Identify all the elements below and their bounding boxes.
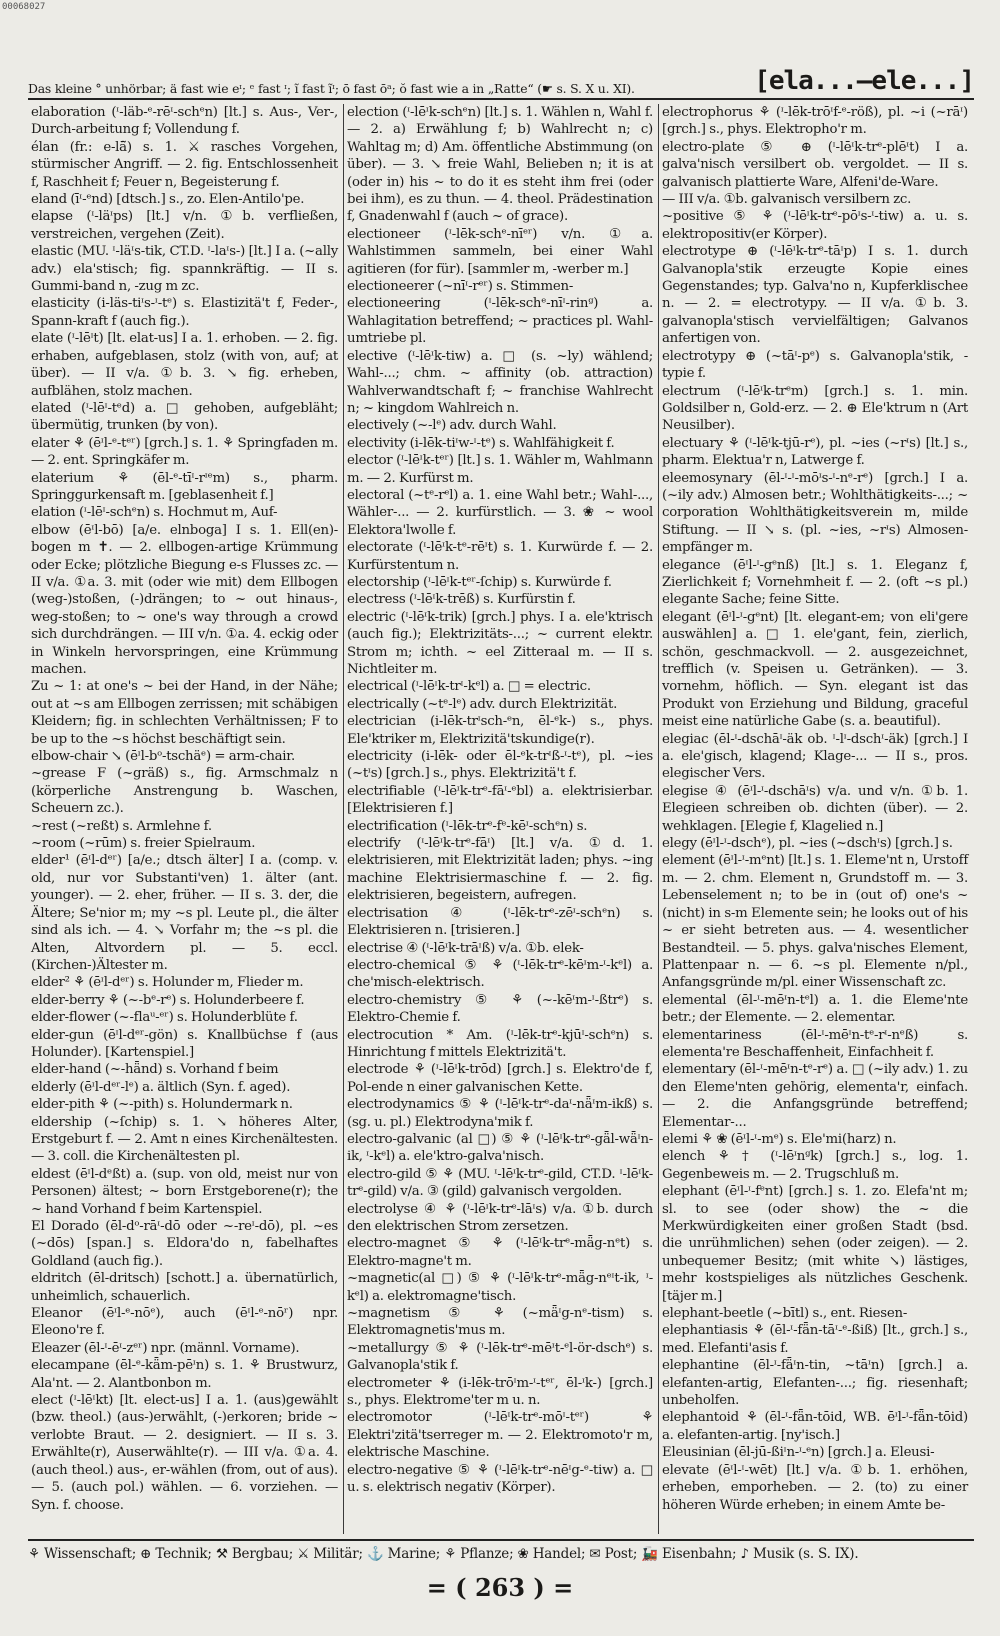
header-rule [28, 98, 974, 100]
dictionary-entry: elder-flower (~-flaᵘ-ᵉʳ) s. Holunderblüte f. [31, 1010, 298, 1026]
dictionary-entry: elasticity (i-läs-tiᶦs-ᶦ-tᵉ) s. Elastizitä't f, Feder-, Spann-kraft f (auch fig.). [31, 296, 338, 329]
dictionary-entry: Eleazer (ēl-ᶦ-ēᶦ-zᵉʳ) npr. (männl. Vorname). [31, 1340, 300, 1356]
dictionary-entry: eldership (~ſchip) s. 1. ↘ höheres Alter, Erstgeburt f. — 2. Amt n eines Kirchenältesten. — 3. coll. die Kirchenältesten pl. [31, 1114, 338, 1165]
running-head: [ela...—ele...] [754, 66, 974, 96]
dictionary-entry: electrometer ⚘ (i-lēk-trōᶦm-ᶦ-tᵉʳ, ēl-ᶦk-) [grch.] s., phys. Elektrome'ter m u. n. [347, 1375, 653, 1409]
dictionary-entry: Eleusinian (ēl-jū-ßiᶦn-ᶦ-ᵉn) [grch.] a. Eleusi- [662, 1445, 935, 1461]
dictionary-entry: electioneer (ᶦ-lēk-schᵉ-nīᵉʳ) v/n. ①a. Wahlstimmen sammeln, bei einer Wahl agitieren (for für). [sammler m, -werber m.] [347, 226, 653, 277]
scan-id: 00068027 [2, 2, 46, 12]
dictionary-entry: elder¹ (ēᶦl-dᵉʳ) [a/e.; dtsch älter] I a. (comp. v. old, nur vor Substanti'ven) 1. älter (ant. younger). — 2. eher, früher. — II s. 3. der, die Ältere; Se'nior m; my ~s pl. Leute pl., die älter sind als ich. — 4. ↘ Vorfahr m; the ~s pl. die Alten, Altvordern pl. — 5. eccl. (Kirchen-)Ältester m. [31, 853, 338, 973]
dictionary-entry: elater ⚘ (ēᶦl-ᵉ-tᵉʳ) [grch.] s. 1. ⚘ Springfaden m. — 2. ent. Springkäfer m. [31, 435, 338, 469]
dictionary-entry: electrocution * Am. (ᶦ-lēk-trᵉ-kjūᶦ-schᵉn) s. Hinrichtung f mittels Elektrizitä't. [347, 1027, 653, 1060]
dictionary-entry: election (ᶦ-lēᶦk-schᵉn) [lt.] s. 1. Wählen n, Wahl f. — 2. a) Erwählung f; b) Wahlrecht n; c) Wahltag m; d) Am. öffentliche Abstimmung (on über). — 3. ↘ freie Wahl, Belieben n; it is at (oder in) his ~ to do it es steht ihm frei (oder bei ihm), es zu thun. — 4. theol. Prädestination f, Gnadenwahl f (auch ~ of grace). [347, 105, 653, 225]
dictionary-entry: elastic (MU. ᶦ-läᶦs-tik, CT.D. ᶦ-laᶦs-) [lt.] I a. (~ally adv.) ela'stisch; fig. spannkräftig. — II s. Gummi-band n, -zug m zc. [31, 244, 338, 295]
dictionary-entry: ~rest (~reßt) s. Armlehne f. [31, 818, 212, 834]
dictionary-entry: electrophorus ⚘ (ᶦ-lēk-trōᶦf-ᵉ-röß), pl. ~i (~rāᶦ) [grch.] s., phys. Elektropho'r m. [662, 105, 968, 138]
dictionary-entry: electrode ⚘ (ᶦ-lēᶦk-trōd) [grch.] s. Elektro'de f, Pol-ende n einer galvanischen Kette. [347, 1062, 653, 1095]
dictionary-entry: elephantine (ēl-ᶦ-fǟᶦn-tin, ~tāᶦn) [grch.] a. elefanten-artig, Elefanten-...; fig. riesenhaft; unbeholfen. [662, 1358, 968, 1409]
footer-rule [28, 1539, 974, 1541]
dictionary-entry: elaterium ⚘ (ēl-ᵉ-tīᶦ-rᶦᵉm) s., pharm. Springgurkensaft m. [geblasenheit f.] [31, 470, 338, 503]
dictionary-entry: ~magnetism ⑤ ⚘ (~mǟᶦg-nᵉ-tism) s. Elektromagnetis'mus m. [347, 1306, 653, 1339]
dictionary-entry: eldritch (ēl-dritsch) [schott.] a. übernatürlich, unheimlich, schauerlich. [31, 1271, 338, 1304]
dictionary-entry: electro-chemistry ⑤ ⚘ (~-kēᶦm-ᶦ-ßtrᵉ) s. Elektro-Chemie f. [347, 992, 653, 1026]
dictionary-entry: elegant (ēᶦl-ᶦ-gᵉnt) [lt. elegant-em; von eli'gere auswählen] a. □ 1. ele'gant, fein, zierlich, schön, geschmackvoll. — 2. ausgezeichnet, trefflich (v. Speisen u. Getränken). — 3. vornehm, höflich. — Syn. elegant ist das Produkt von Erziehung und Bildung, graceful meist eine natürliche Gabe (s. a. beautiful). [662, 609, 968, 730]
dictionary-entry: electromotor (ᶦ-lēᶦk-trᵉ-mōᶦ-tᵉʳ) ⚘ Elektri'zitä'tserreger m. — 2. Elektromoto'r m, elektrische Maschine. [347, 1410, 653, 1461]
dictionary-entry: electrotype ⊕ (ᶦ-lēᶦk-trᵉ-tāᶦp) I s. 1. durch Galvanopla'stik erzeugte Kopie eines Gegenstandes; typ. Galva'no n, Kupferklischee n. — 2. = electrotypy. — II v/a. ①b. 3. galvanopla'stisch vervielfältigen; Galvanos anfertigen von. [662, 244, 968, 347]
dictionary-entry: electrolyse ④ ⚘ (ᶦ-lēᶦk-trᵉ-lāᶦs) v/a. ①b. durch den elektrischen Strom zersetzen. [347, 1201, 653, 1234]
dictionary-entry: electrification (ᶦ-lēk-trᵉ-fᵉ-kēᶦ-schᵉn) s. [347, 818, 588, 834]
dictionary-entry: electrifiable (ᶦ-lēᶦk-trᵉ-fāᶦ-ᵉbl) a. elektrisierbar. [Elektrisieren f.] [347, 783, 653, 817]
dictionary-entry: elder² ⚘ (ēᶦl-dᵉʳ) s. Holunder m, Flieder m. [31, 975, 304, 991]
dictionary-entry: eleemosynary (ēl-ᶦ-ᶦ-mōᶦs-ᶦ-nᵉ-rᵉ) [grch.] I a. (~ily adv.) Almosen betr.; Wohlthätigkeits-...; ~ corporation Wohlthätigkeitsverein m, milde Stiftung. — II ↘ s. (pl. ~ies, ~rᶦs) Almosen-empfänger m. [662, 470, 968, 556]
dictionary-entry: ~metallurgy ⑤ ⚘ (ᶦ-lēk-trᵉ-mēᶦt-ᵉl-ör-dschᵉ) s. Galvanopla'stik f. [347, 1340, 653, 1374]
dictionary-entry: ~positive ⑤ ⚘ (ᶦ-lēᶦk-trᵉ-pōᶦs-ᶦ-tiw) a. u. s. elektropositiv(er Körper). [662, 209, 968, 242]
dictionary-entry: electioneerer (~nīᶦ-rᵉʳ) s. Stimmen- [347, 279, 574, 295]
dictionary-entry: electro-negative ⑤ ⚘ (ᶦ-lēᶦk-trᵉ-nēᶦg-ᵉ-tiw) a. □ u. s. elektrisch negativ (Körper). [347, 1462, 653, 1496]
dictionary-entry: elderly (ēᶦl-dᵉʳ-lᵉ) a. ältlich (Syn. f. aged). [31, 1079, 291, 1095]
dictionary-entry: ~grease F (~gräß) s., fig. Armschmalz n (körperliche Anstrengung b. Waschen, Scheuern zc.). [31, 766, 338, 817]
dictionary-entry: elated (ᶦ-lēᶦ-tᵉd) a. □ gehoben, aufgebläht; übermütig, trunken (by von). [31, 400, 338, 434]
dictionary-entry: elaboration (ᶦ-läb-ᵉ-rēᶦ-schᵉn) [lt.] s. Aus-, Ver-, Durch-arbeitung f; Vollendung f. [31, 105, 338, 138]
dictionary-entry: electively (~-lᵉ) adv. durch Wahl. [347, 418, 557, 434]
dictionary-entry: elation (ᶦ-lēᶦ-schᵉn) s. Hochmut m, Auf- [31, 505, 278, 521]
dictionary-entry: elder-pith ⚘ (~-pith) s. Holundermark n. [31, 1097, 293, 1113]
dictionary-entry: electioneering (ᶦ-lēk-schᵉ-nīᶦ-rinᵍ) a. Wahlagitation betreffend; ~ practices pl. Wahl-umtriebe pl. [347, 296, 653, 347]
dictionary-entry: element (ēᶦl-ᶦ-mᵉnt) [lt.] s. 1. Eleme'nt n, Urstoff m. — 2. chm. Element n, Grundstoff m. — 3. Lebenselement n; to be in (out of) one's ~ (nicht) in s-m Elemente sein; he looks out of his ~ er sieht betreten aus. — 4. wesentlicher Bestandteil. — 5. phys. galva'nisches Element, Plattenpaar n. — 6. ~s pl. Elemente n/pl., Anfangsgründe m/pl. einer Wissenschaft zc. [662, 853, 968, 991]
pronunciation-key: Das kleine ° unhörbar; ä fast wie eᶦ; ᵉ fast ᶦ; ĩ fast ĩᶦ; ō fast ōᵃ; ŏ fast wie a in „Ratte“ (☛ s. S. X u. XI). [28, 81, 635, 96]
dictionary-columns [28, 104, 974, 1534]
dictionary-entry: electrical (ᶦ-lēᶦk-trᶦ-kᵉl) a. □ = electric. [347, 679, 591, 695]
dictionary-entry: electro-galvanic (al □) ⑤ ⚘ (ᶦ-lēᶦk-trᵉ-gǟl-wǟᶦn-ik, ᶦ-kᵉl) a. ele'ktro-galva'nisch. [347, 1131, 653, 1165]
page-header [28, 66, 974, 96]
dictionary-entry: elbow-chair ↘ (ēᶦl-bᵒ-tschäᵉ) = arm-chair. [31, 749, 295, 765]
dictionary-entry: electro-gild ⑤ ⚘ (MU. ᶦ-lēᶦk-trᵉ-gild, CT.D. ᶦ-lēᶦk-trᵉ-gild) v/a. ③ (gild) galvanisch vergolden. [347, 1166, 653, 1200]
dictionary-entry: electrisation ④ (ᶦ-lēk-trᵉ-zēᶦ-schᵉn) s. Elektrisieren n. [trisieren.] [347, 905, 653, 939]
dictionary-entry: Eleanor (ēᶦl-ᵉ-nōᵉ), auch (ēᶦl-ᵉ-nōʳ) npr. Eleono're f. [31, 1306, 338, 1339]
dictionary-entry: — III v/a. ①b. galvanisch versilbern zc. [662, 192, 912, 208]
dictionary-entry: elemi ⚘ ❀ (ēᶦl-ᶦ-mᵉ) s. Ele'mi(harz) n. [662, 1131, 897, 1147]
dictionary-entry: electro-magnet ⑤ ⚘ (ᶦ-lēᶦk-trᵉ-mǟg-nᵉt) s. Elektro-magne't m. [347, 1236, 653, 1269]
dictionary-entry: elephantoid ⚘ (ēl-ᶦ-fǟn-tōid, WB. ēᶦl-ᶦ-fǟn-tōid) a. elefanten-artig. [ny'isch.] [662, 1410, 968, 1443]
dictionary-entry: electro-chemical ⑤ ⚘ (ᶦ-lēk-trᵉ-kēᶦm-ᶦ-kᵉl) a. che'misch-elektrisch. [347, 957, 653, 991]
dictionary-entry: elegiac (ēl-ᶦ-dschāᶦ-äk ob. ᶦ-lᶦ-dschᶦ-äk) [grch.] I a. ele'gisch, klagend; Klage-... — II s., pros. elegischer Vers. [662, 731, 968, 782]
dictionary-entry: elephant-beetle (~bītl) s., ent. Riesen- [662, 1306, 908, 1322]
dictionary-entry: electro-plate ⑤ ⊕ (ᶦ-lēᶦk-trᵉ-plēᶦt) I a. galva'nisch versilbert ob. vergoldet. — II s. galvanisch plattierte Ware, Alfeni'de-Ware. [662, 139, 968, 190]
dictionary-entry: electrify (ᶦ-lēᶦk-trᵉ-fāᶦ) [lt.] v/a. ①d. 1. elektrisieren, mit Elektrizität laden; phys. ~ing machine Elektrisiermaschine f. — 2. fig. elektrisieren, begeistern, aufregen. [347, 836, 653, 904]
dictionary-entry: elector (ᶦ-lēᶦk-tᵉʳ) [lt.] s. 1. Wähler m, Wahlmann m. — 2. Kurfürst m. [347, 453, 653, 486]
dictionary-entry: elder-berry ⚘ (~-bᵉ-rᵉ) s. Holunderbeere f. [31, 992, 305, 1008]
dictionary-entry: élan (fr.: e-lā̃) s. 1. ⚔ rasches Vorgehen, stürmischer Angriff. — 2. fig. Entschlossenheit f, Raschheit f; Feuer n, Begeisterung f. [31, 139, 338, 190]
dictionary-entry: electrician (i-lēk-trᶦsch-ᵉn, ēl-ᵉk-) s., phys. Ele'ktriker m, Elektrizitä'tskundige(r). [347, 714, 653, 747]
dictionary-entry: electrically (~tᵉ-lᵉ) adv. durch Elektrizität. [347, 696, 618, 712]
dictionary-entry: elective (ᶦ-lēᶦk-tiw) a. □ (s. ~ly) wählend; Wahl-...; chm. ~ affinity (ob. attraction) Wahlverwandtschaft f; ~ franchise Wahlrecht n; ~ kingdom Wahlreich n. [347, 348, 653, 416]
dictionary-entry: electrotypy ⊕ (~tāᶦ-pᵉ) s. Galvanopla'stik, -typie f. [662, 348, 968, 382]
dictionary-entry: ~magnetic(al □) ⑤ ⚘ (ᶦ-lēᶦk-trᵉ-mǟg-nᵉᶦt-ik, ᶦ-kᵉl) a. elektromagne'tisch. [347, 1271, 653, 1304]
dictionary-entry: elevate (ēᶦl-ᶦ-wēt) [lt.] v/a. ①b. 1. erhöhen, erheben, emporheben. — 2. (to) zu einer höheren Würde erheben; in einem Amte be- [662, 1462, 968, 1513]
dictionary-entry: elementariness (ēl-ᶦ-mēᶦn-tᵉ-rᶦ-nᵉß) s. elementa're Beschaffenheit, Einfachheit f. [662, 1027, 968, 1060]
dictionary-entry: elder-hand (~-hǟnd) s. Vorhand f beim [31, 1062, 279, 1078]
dictionary-entry: elecampane (ēl-ᵉ-kǟm-pēᶦn) s. 1. ⚘ Brustwurz, Ala'nt. — 2. Alantbonbon m. [31, 1358, 338, 1391]
dictionary-entry: El Dorado (ēl-dᵒ-rāᶦ-dō oder ~-reᶦ-dō), pl. ~es (~dōs) [span.] s. Eldora'do n, fabelhaftes Goldland (auch fig.). [31, 1219, 338, 1269]
dictionary-entry: electress (ᶦ-lēᶦk-trēß) s. Kurfürstin f. [347, 592, 576, 608]
dictionary-entry: electorate (ᶦ-lēᶦk-tᵉ-rēᶦt) s. 1. Kurwürde f. — 2. Kurfürstentum n. [347, 540, 653, 573]
symbol-legend: ⚘ Wissenschaft; ⊕ Technik; ⚒ Bergbau; ⚔ Militär; ⚓ Marine; ⚘ Pflanze; ❀ Handel; ✉ Post; 🚂 Eisenbahn; ♪ Musik (s. S. IX). [28, 1546, 859, 1562]
dictionary-entry: elder-gun (ēᶦl-dᵉʳ-gön) s. Knallbüchse f (aus Holunder). [Kartenspiel.] [31, 1027, 338, 1060]
dictionary-entry: elbow (ēᶦl-bō) [a/e. elnboga] I s. 1. Ell(en)-bogen m ✝. — 2. ellbogen-artige Krümmung oder Ecke; plötzliche Biegung e-s Flusses zc. — II v/a. ①a. 3. mit (oder wie mit) dem Ellbogen (weg-)stoßen, (-)drängen; to ~ out hinaus-, weg-stoßen; to ~ one's way through a crowd sich durchdrängen. — III v/n. ①a. 4. eckig oder in Winkeln hervorspringen, eine Krümmung machen. [31, 522, 338, 677]
page-number: = ( 263 ) = [426, 1573, 574, 1602]
dictionary-entry: electuary ⚘ (ᶦ-lēᶦk-tjū-rᵉ), pl. ~ies (~rᶦs) [lt.] s., pharm. Elektua'r n, Latwerge f. [662, 435, 968, 469]
dictionary-entry: elementary (ēl-ᶦ-mēᶦn-tᵉ-rᵉ) a. □ (~ily adv.) 1. zu den Eleme'nten gehörig, elementa'r, einfach. — 2. die Anfangsgründe betreffend; Elementar-... [662, 1062, 968, 1130]
dictionary-entry: electivity (i-lēk-tiᶦw-ᶦ-tᵉ) s. Wahlfähigkeit f. [347, 435, 615, 451]
dictionary-entry: electorship (ᶦ-lēᶦk-tᵉʳ-ſchip) s. Kurwürde f. [347, 574, 612, 590]
dictionary-entry: electricity (i-lēk- oder ēl-ᵉk-trᶦß-ᶦ-tᵉ), pl. ~ies (~tᶦs) [grch.] s., phys. Elektrizitä't f. [347, 749, 653, 782]
dictionary-entry: elate (ᶦ-lēᶦt) [lt. elat-us] I a. 1. erhoben. — 2. fig. erhaben, aufgeblasen, stolz (with von, auf; at über). — II v/a. ①b. 3. ↘ fig. erheben, aufblähen, stolz machen. [31, 331, 338, 399]
dictionary-entry: elapse (ᶦ-läᶦps) [lt.] v/n. ①b. verfließen, verstreichen, vergehen (Zeit). [31, 209, 338, 242]
dictionary-entry: elegance (ēᶦl-ᶦ-gᵉnß) [lt.] s. 1. Eleganz f, Zierlichkeit f; Vornehmheit f. — 2. (oft ~s pl.) elegante Sache; feine Sitte. [662, 557, 968, 608]
dictionary-entry: electoral (~tᵉ-rᵉl) a. 1. eine Wahl betr.; Wahl-..., Wähler-... — 2. kurfürstlich. — 3. ❀ ~ wool Elektora'lwolle f. [347, 487, 653, 538]
dictionary-entry: electrodynamics ⑤ ⚘ (ᶦ-lēᶦk-trᵉ-daᶦ-nǟᶦm-ikß) s. (sg. u. pl.) Elektrodyna'mik f. [347, 1097, 653, 1130]
dictionary-entry: ~room (~rūm) s. freier Spielraum. [31, 836, 256, 852]
column-right [658, 104, 973, 1534]
dictionary-entry: elemental (ēl-ᶦ-mēᶦn-tᵉl) a. 1. die Eleme'nte betr.; der Elemente. — 2. elementar. [662, 992, 968, 1026]
dictionary-entry: elegy (ēᶦl-ᶦ-dschᵉ), pl. ~ies (~dschᶦs) [grch.] s. [662, 836, 953, 852]
dictionary-entry: elegise ④ (ēᶦl-ᶦ-dschāᶦs) v/a. und v/n. ①b. 1. Elegieen schreiben ob. dichten (über). — 2. wehklagen. [Elegie f, Klagelied n.] [662, 783, 968, 834]
dictionary-entry: elephantiasis ⚘ (ēl-ᶦ-fǟn-tāᶦ-ᵉ-ßiß) [lt., grch.] s., med. Elefanti'asis f. [662, 1323, 968, 1356]
dictionary-entry: elench ⚘ † (ᶦ-lēᶦnᵍk) [grch.] s., log. 1. Gegenbeweis m. — 2. Trugschluß m. [662, 1149, 968, 1182]
dictionary-entry: eldest (ēᶦl-dᵉßt) a. (sup. von old, meist nur von Personen) ältest; ~ born Erstgeborene(r); the ~ hand Vorhand f beim Kartenspiel. [31, 1166, 338, 1217]
dictionary-entry: Zu ~ 1: at one's ~ bei der Hand, in der Nähe; out at ~s am Ellbogen zerrissen; mit schäbigen Kleidern; fig. in schlechten Verhältnissen; F to be up to the ~s höchst beschäftigt sein. [31, 679, 338, 747]
dictionary-entry: elect (ᶦ-lēᶦkt) [lt. elect-us] I a. 1. (aus)gewählt (bzw. theol.) (aus-)erwählt, (-)erkoren; bride ~ verlobte Braut. — 2. designiert. — II s. 3. Erwählte(r), Auserwählte(r). — III v/a. ①a. 4. (auch theol.) aus-, er-wählen (from, out of aus). — 5. (auch pol.) wählen. — 6. vorziehen. — Syn. f. choose. [31, 1393, 338, 1513]
dictionary-entry: eland (īᶦ-ᵉnd) [dtsch.] s., zo. Elen-Antilo'pe. [31, 192, 305, 208]
dictionary-entry: electrise ④ (ᶦ-lēᶦk-trāᶦß) v/a. ①b. elek- [347, 940, 584, 956]
dictionary-entry: electric (ᶦ-lēᶦk-trik) [grch.] phys. I a. ele'ktrisch (auch fig.); Elektrizitäts-...; ~ current elektr. Strom m; ichth. ~ eel Zitteraal m. — II s. Nichtleiter m. [347, 609, 653, 677]
dictionary-entry: elephant (ēᶦl-ᶦ-fᵉnt) [grch.] s. 1. zo. Elefa'nt m; sl. to see (oder show) the ~ die Merkwürdigkeiten einer großen Stadt (bsd. die unrühmlichen) sehen (oder zeigen). — 2. unbequemer Besitz; (mit white ↘) lästiges, mehr kostspieliges als nützliches Geschenk. [täjer m.] [662, 1184, 968, 1304]
dictionary-entry: electrum (ᶦ-lēᶦk-trᵉm) [grch.] s. 1. min. Goldsilber n, Gold-erz. — 2. ⊕ Ele'ktrum n (Art Neusilber). [662, 383, 968, 434]
column-left [28, 104, 343, 1534]
column-middle [343, 104, 658, 1534]
